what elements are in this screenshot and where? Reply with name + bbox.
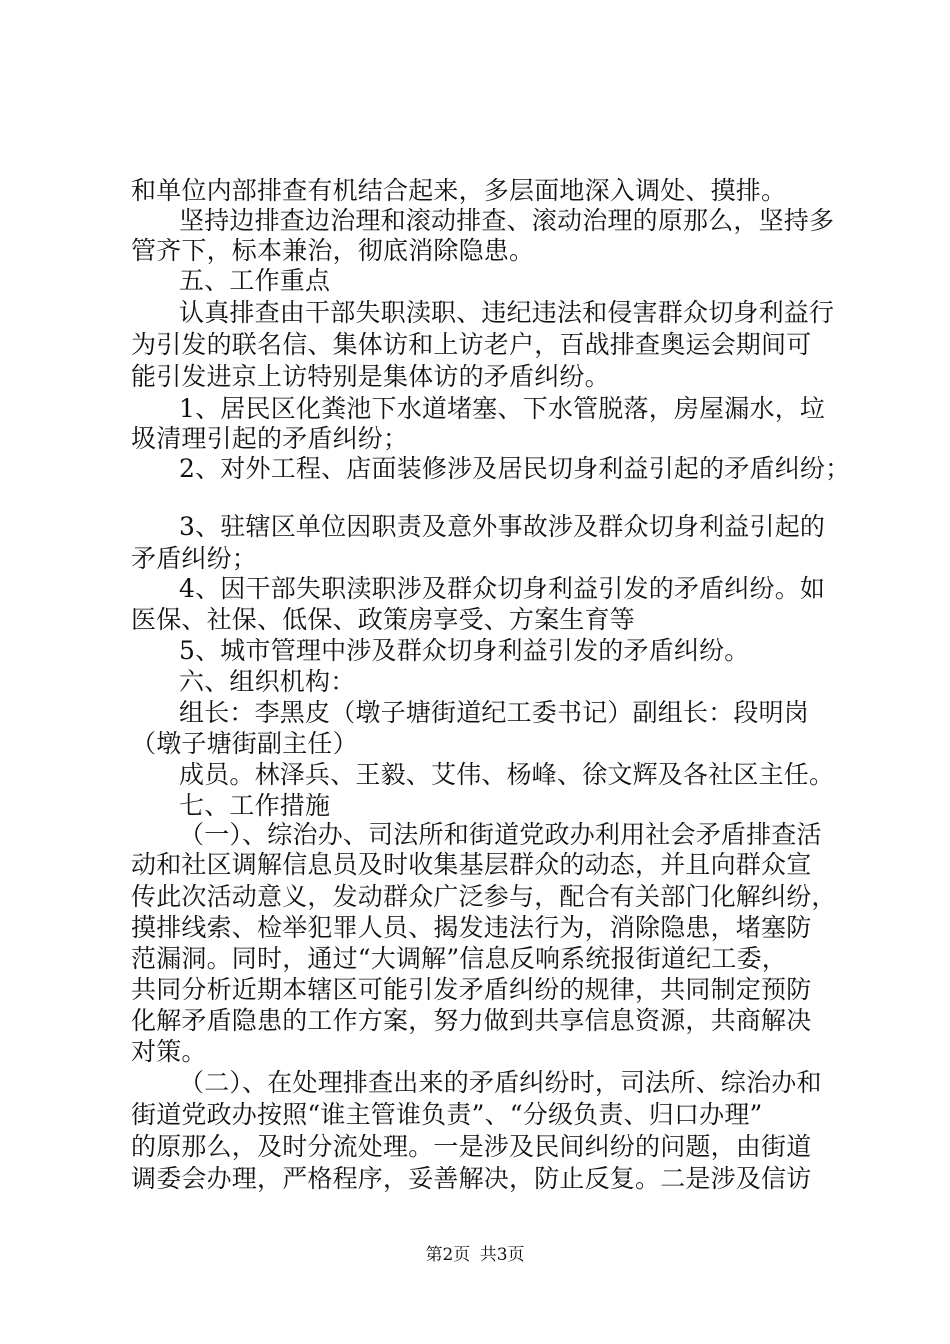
list-item: 2、对外工程、店面装修涉及居民切身利益引起的矛盾纠纷； [179,454,851,483]
page-total: 共3页 [479,1245,525,1265]
text-line: 调委会办理，严格程序，妥善解决，防止反复。二是涉及信访 [131,1164,812,1193]
section-heading: 六、组织机构： [179,667,356,696]
text-line: 范漏洞。同时，通过“大调解”信息反响系统报街道纪工委， [131,944,787,973]
text-line: 共同分析近期本辖区可能引发矛盾纠纷的规律，共同制定预防 [131,975,812,1004]
page-footer [0,1244,950,1266]
list-item: 1、居民区化粪池下水道堵塞、下水管脱落，房屋漏水，垃 [179,394,826,423]
text-line: 医保、社保、低保、政策房享受、方案生育等 [131,605,636,634]
text-line: 传此次活动意义，发动群众广泛参与，配合有关部门化解纠纷， [131,882,837,911]
text-line: 对策。 [131,1037,207,1066]
text-line: （一）、综治办、司法所和街道党政办利用社会矛盾排查活 [179,820,822,849]
text-line: 成员。林泽兵、王毅、艾伟、杨峰、徐文辉及各社区主任。 [179,760,835,789]
section-heading: 五、工作重点 [179,266,331,295]
text-line: 组长：李黑皮（墩子塘街道纪工委书记）副组长：段明岗 [179,698,810,727]
text-line: 坚持边排查边治理和滚动排查、滚动治理的原那么，坚持多 [179,206,835,235]
text-line: 和单位内部排查有机结合起来，多层面地深入调处、摸排。 [131,176,787,205]
list-item: 3、驻辖区单位因职责及意外事故涉及群众切身利益引起的 [179,512,826,541]
text-line: 化解矛盾隐患的工作方案，努力做到共享信息资源，共商解决 [131,1006,812,1035]
text-line: 圾清理引起的矛盾纠纷； [131,424,409,453]
text-line: 认真排查由干部失职渎职、违纪违法和侵害群众切身利益行 [179,298,835,327]
text-line: 街道党政办按照“谁主管谁负责”、“分级负责、归口办理” [131,1100,763,1129]
text-line: 为引发的联名信、集体访和上访老户，百战排查奥运会期间可 [131,330,812,359]
section-heading: 七、工作措施 [179,791,331,820]
text-line: 管齐下，标本兼治，彻底消除隐患。 [131,236,535,265]
text-line: 能引发进京上访特别是集体访的矛盾纠纷。 [131,362,610,391]
text-line: 动和社区调解信息员及时收集基层群众的动态，并且向群众宣 [131,850,812,879]
text-line: 的原那么，及时分流处理。一是涉及民间纠纷的问题，由街道 [131,1132,812,1161]
text-line: （墩子塘街副主任） [131,729,358,758]
page-number: 第2页 [425,1245,471,1265]
list-item: 4、因干部失职渎职涉及群众切身利益引发的矛盾纠纷。如 [179,574,826,603]
text-line: （二）、在处理排查出来的矛盾纠纷时，司法所、综治办和 [179,1068,822,1097]
text-line: 矛盾纠纷； [131,544,258,573]
text-line: 摸排线索、检举犯罪人员、揭发违法行为，消除隐患，堵塞防 [131,913,812,942]
list-item: 5、城市管理中涉及群众切身利益引发的矛盾纠纷。 [179,636,750,665]
